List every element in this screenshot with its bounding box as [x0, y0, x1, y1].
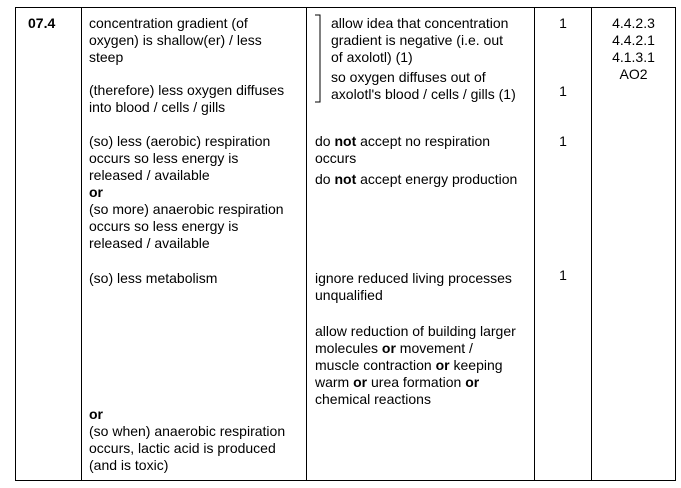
guidance-note — [315, 133, 490, 167]
answer-line: (so when) anaerobic respiration — [89, 423, 286, 439]
guidance-line: muscle contraction or keeping — [315, 357, 503, 373]
answer-line: occurs so less energy is — [89, 150, 239, 166]
guidance-note: do not accept energy production — [315, 171, 518, 187]
guidance-line: allow idea that concentration — [331, 15, 509, 31]
mark-value: 1 — [559, 133, 567, 149]
answer-line: occurs so less energy is — [89, 218, 239, 234]
guidance-line: chemical reactions — [315, 391, 431, 407]
mark-value: 1 — [559, 267, 567, 283]
answer-line: oxygen) is shallow(er) / less — [89, 32, 262, 48]
answer-point — [89, 15, 262, 66]
guidance-line: of axolotl) (1) — [331, 49, 413, 65]
guidance-line: do not accept no respiration — [315, 133, 491, 149]
answer-line: (so) less (aerobic) respiration — [89, 133, 271, 149]
guidance-line: gradient is negative (i.e. out — [331, 32, 503, 48]
answer-line: released / available — [89, 167, 210, 183]
column-divider — [306, 7, 307, 481]
guidance-line: unqualified — [315, 287, 383, 303]
guidance-line: ignore reduced living processes — [315, 270, 512, 286]
answer-point — [89, 133, 284, 252]
answer-line: released / available — [89, 235, 210, 251]
guidance-line: so oxygen diffuses out of — [331, 69, 486, 85]
guidance-note — [315, 270, 512, 304]
spec-code: 4.1.3.1 — [612, 49, 655, 65]
answer-line: (so more) anaerobic respiration — [89, 201, 284, 217]
answer-point — [89, 406, 285, 474]
guidance-line: molecules or movement / — [315, 340, 473, 356]
column-divider — [81, 7, 82, 481]
guidance-line: allow reduction of building larger — [315, 323, 516, 339]
column-divider — [534, 7, 535, 481]
guidance-note — [331, 69, 516, 103]
guidance-note — [331, 15, 508, 66]
answer-line: (therefore) less oxygen diffuses — [89, 82, 285, 98]
answer-line: occurs, lactic acid is produced — [89, 440, 276, 456]
answer-line: into blood / cells / gills — [89, 99, 226, 115]
answer-line: concentration gradient (of — [89, 15, 248, 31]
guidance-line: warm or urea formation or — [315, 374, 480, 390]
guidance-note — [315, 323, 516, 408]
answer-point — [89, 82, 284, 116]
guidance-line: occurs — [315, 150, 357, 166]
table-right-border — [675, 7, 676, 481]
question-number: 07.4 — [28, 15, 56, 31]
table-bottom-border — [15, 480, 675, 481]
assessment-objective: AO2 — [619, 66, 648, 82]
mark-value: 1 — [559, 15, 567, 31]
or-connector: or — [89, 184, 103, 200]
answer-line: steep — [89, 49, 124, 65]
answer-point: (so) less metabolism — [89, 270, 218, 286]
answer-line: (and is toxic) — [89, 457, 169, 473]
table-top-border — [15, 7, 675, 8]
guidance-line: axolotl's blood / cells / gills (1) — [331, 86, 516, 102]
spec-code: 4.4.2.1 — [612, 32, 655, 48]
bracket-icon — [314, 14, 326, 104]
mark-value: 1 — [559, 83, 567, 99]
or-connector: or — [89, 406, 103, 422]
spec-reference — [592, 15, 675, 83]
table-left-border — [15, 7, 16, 481]
spec-code: 4.4.2.3 — [612, 15, 655, 31]
